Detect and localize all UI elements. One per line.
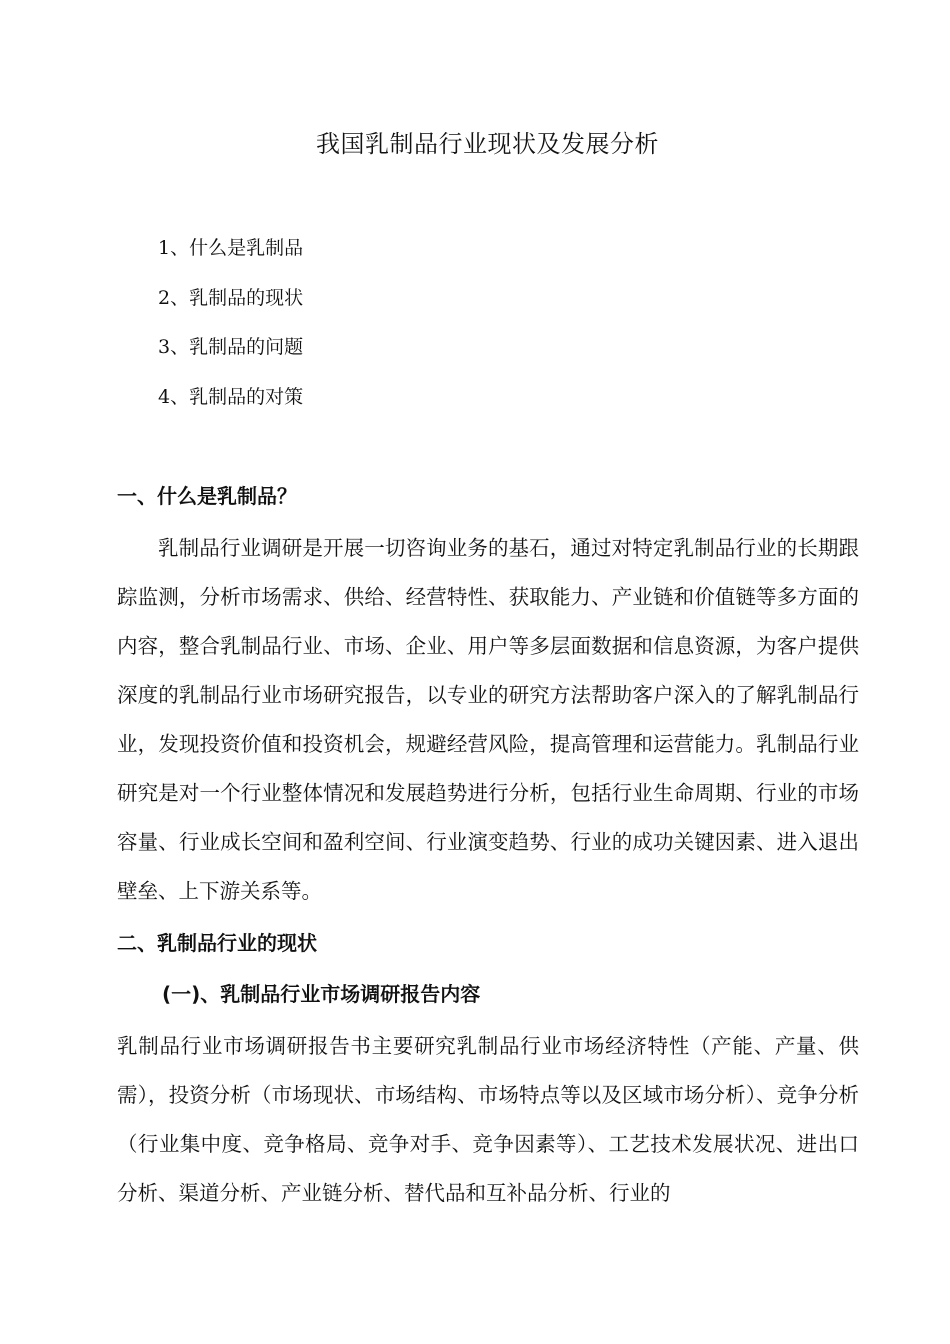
toc-item: 3、乳制品的问题 (158, 336, 304, 358)
section1-paragraph: 乳制品行业调研是开展一切咨询业务的基石，通过对特定乳制品行业的长期跟踪监测，分析市场需求、供给、经营特性、获取能力、产业链和价值链等多方面的内容，整合乳制品行业、市场、企业、用户等多层面数据和信息资源，为客户提供深度的乳制品行业市场研究报告，以专业的研究方法帮助客户深入的了解乳制品行业，发现投资价值和投资机会，规避经营风险，提高管理和运营能力。乳制品行业研究是对一个行业整体情况和发展趋势进行分析，包括行业生命周期、行业的市场容量、行业成长空间和盈利空间、行业演变趋势、行业的成功关键因素、进入退出壁垒、上下游关系等。 (117, 536, 859, 903)
section2-paragraph: 乳制品行业市场调研报告书主要研究乳制品行业市场经济特性（产能、产量、供需），投资分析（市场现状、市场结构、市场特点等以及区域市场分析）、竞争分析（行业集中度、竞争格局、竞争对手、竞争因素等）、工艺技术发展状况、进出口分析、渠道分析、产业链分析、替代品和互补品分析、行业的 (117, 1034, 859, 1205)
toc-item: 1、什么是乳制品 (158, 237, 304, 259)
subsection-heading-report-content: (一)、乳制品行业市场调研报告内容 (162, 982, 481, 1006)
toc-item: 2、乳制品的现状 (158, 286, 304, 309)
section-heading-current-status: 二、乳制品行业的现状 (117, 931, 317, 955)
section-heading-what-is-dairy: 一、什么是乳制品？ (117, 484, 297, 508)
toc-item: 4、乳制品的对策 (158, 385, 304, 408)
document-title: 我国乳制品行业现状及发展分析 (316, 130, 659, 158)
table-of-contents (158, 230, 303, 428)
